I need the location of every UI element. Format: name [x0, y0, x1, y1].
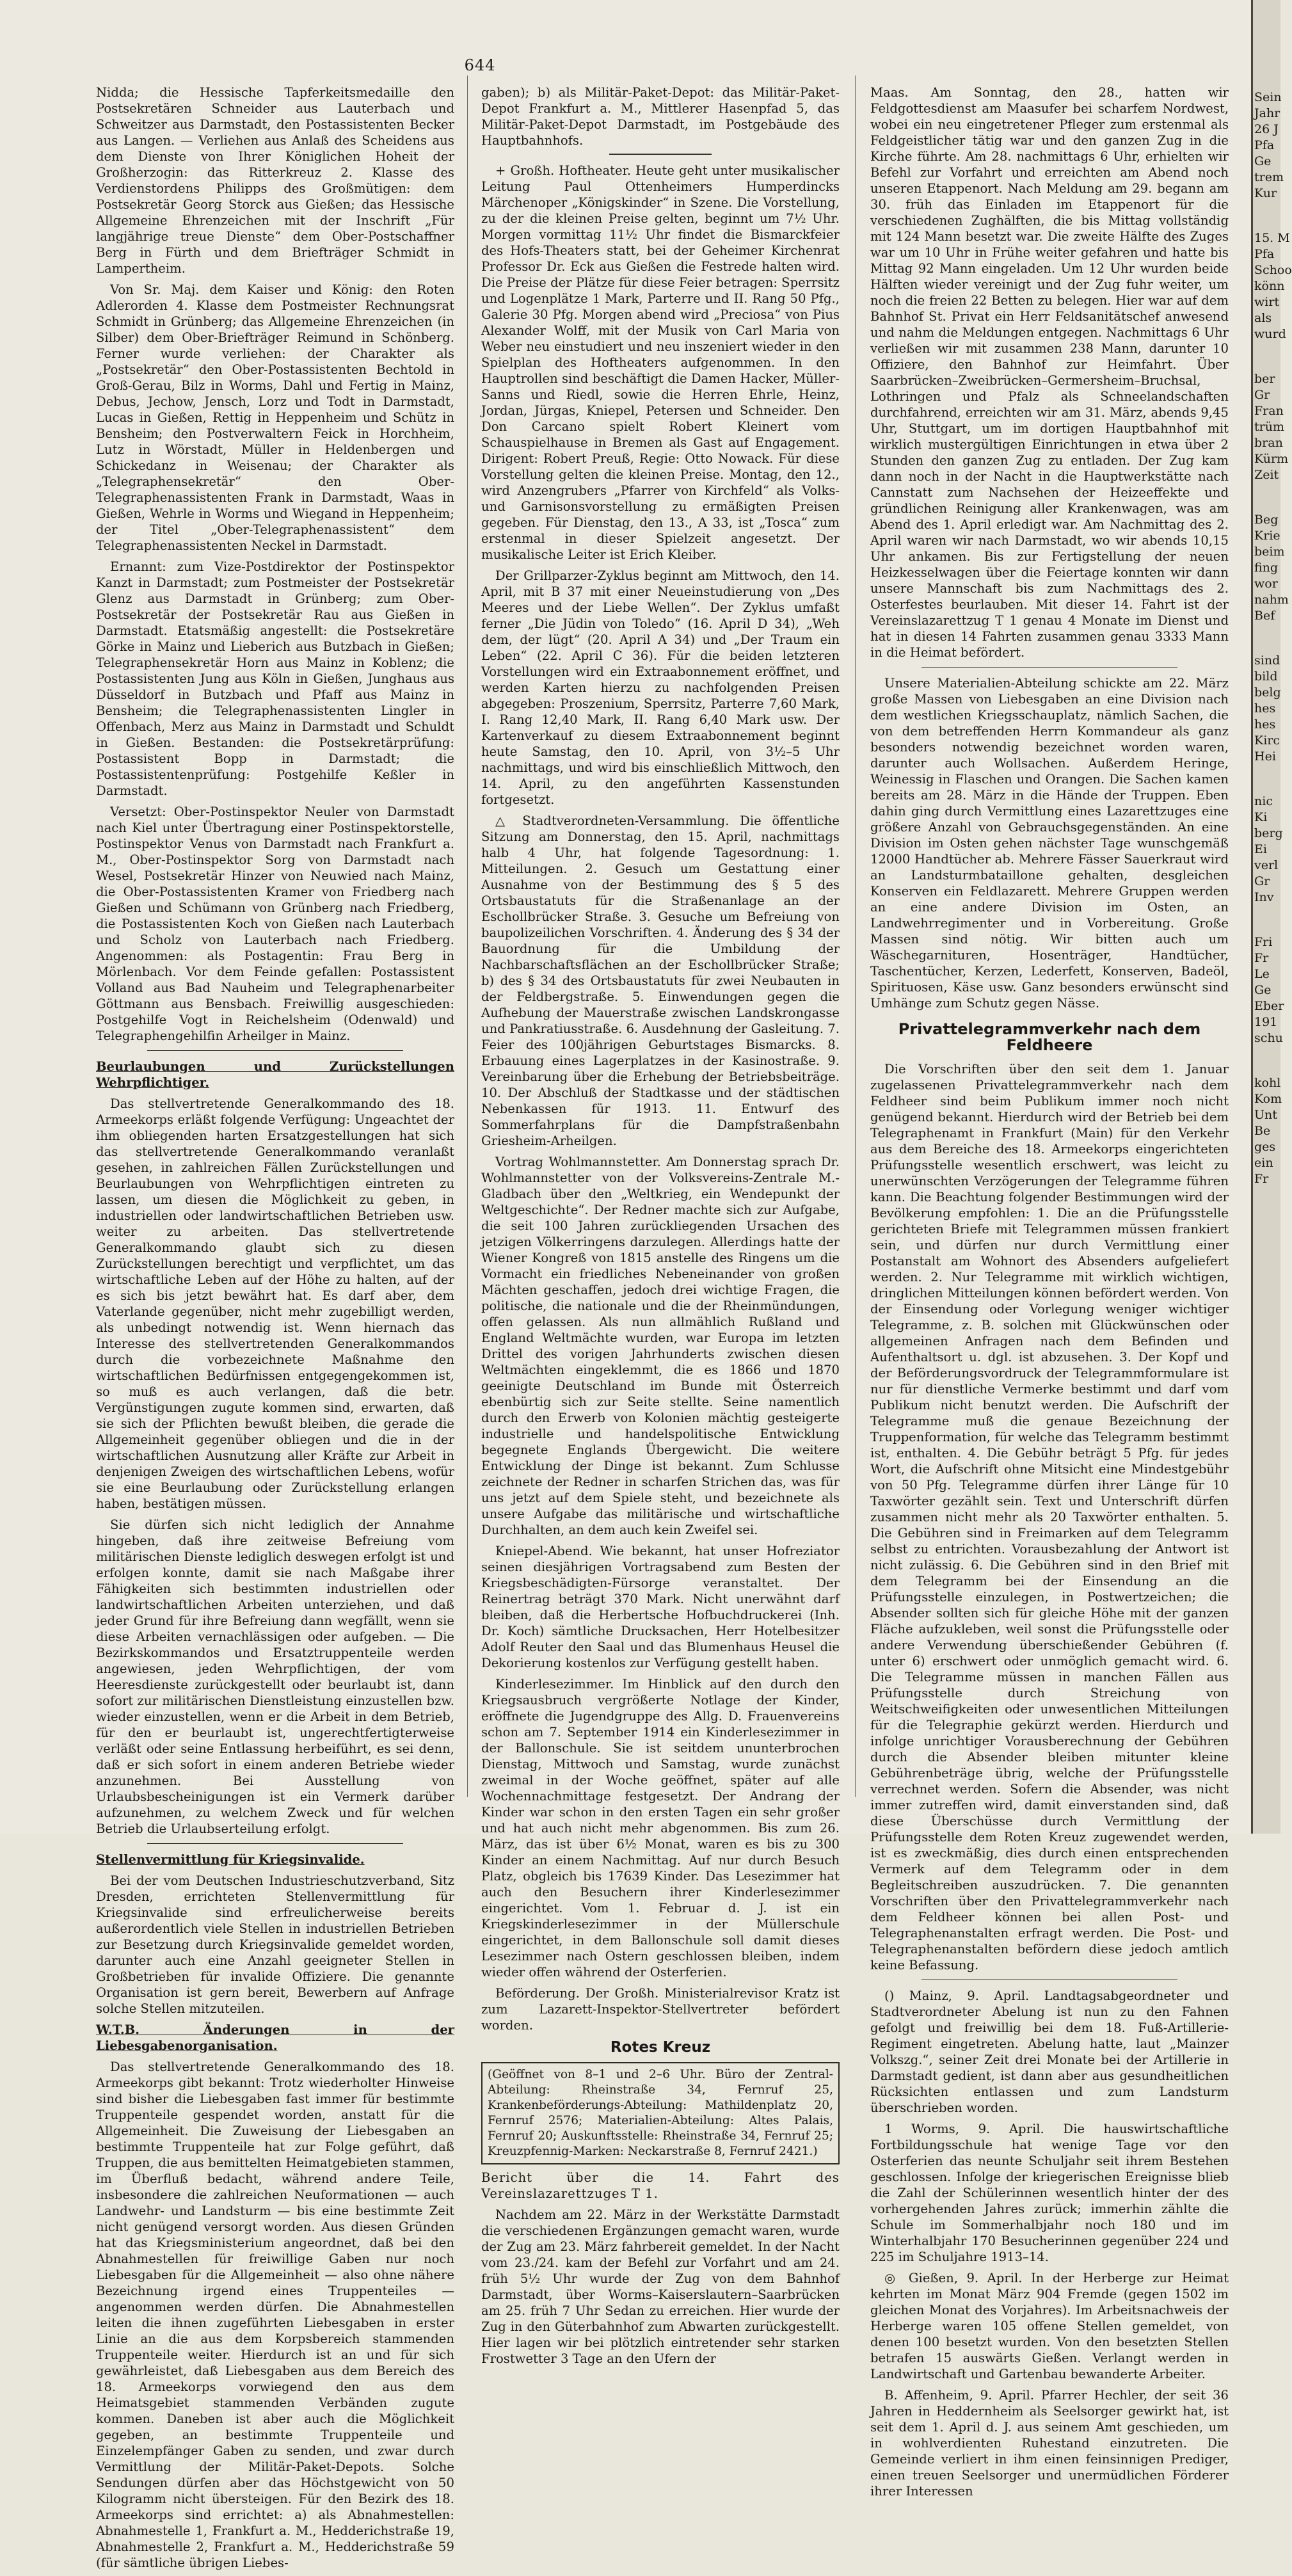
article-paragraph: Maas. Am Sonntag, den 28., hatten wir Feldgottesdienst am Maasufer bei scharfem Nordwest, wobei ein neu eingetretener Pfleger zum erstenmal als Feldgeistlicher tätig war und den ganzen Zug in die Kirche führte. Am 28. nachmittags 6 Uhr, erhielten wir Befehl zur Vorfahrt und erreichten am Abend noch unseren Etappenort. Nach Meldung am 29. begann am 30. früh das Einladen im Etappenort für die verschiedenen Zughälften, die bis Mittag vollständig mit 124 Mann besetzt war. Die zweite Hälfte des Zuges war um 10 Uhr in Frühe weiter gefahren und hatte bis Mittag 92 Mann eingeladen. Um 12 Uhr wurden beide Hälften wieder vereinigt und der Zug fuhr weiter, um noch die freien 22 Betten zu belegen. Hier war auf dem Bahnhof St. Privat ein Herr Feldsanitätschef anwesend und nahm die Meldungen entgegen. Nachmittags 6 Uhr verließen wir mit zusammen 238 Mann, darunter 10 Offiziere, den Bahnhof zur Heimfahrt. Über Saarbrücken–Zweibrücken–Germersheim–Bruchsal, Lothringen und Pfalz als Schneelandschaften durchfahrend, erreichten wir am 31. März, abends 9,45 Uhr, Stuttgart, um im dortigen Hauptbahnhof mit wirklich mustergültigen Einrichtungen in etwa über 2 Stunden den ganzen Zug zu entladen. Der Zug kam dann noch in der Nacht in die Hauptwerkstätte nach Cannstatt zum Nachsehen der Heizeeffekte und gründlichen Reinigung aller Krankenwagen, was am Abend des 1. April erledigt war. Am Nachmittag des 2. April waren wir nach Darmstadt, wo wir abends 10,15 Uhr ankamen. Bis zur Fertigstellung der neuen Heizkesselwagen über die Feiertage konnten wir dann unsere Mannschaft bis zum Nachmittags des 2. Osterfestes beurlauben. Mit dieser 14. Fahrt ist der Vereinslazarettzug T 1 genau 4 Monate im Dienst und hat in diesen 14 Fahrten zusammen genau 3333 Mann in die Heimat befördert.: [870, 85, 1229, 660]
facing-page-fragment: sind: [1254, 653, 1280, 668]
facing-page-fragment: 15. M: [1254, 231, 1290, 245]
article-paragraph: Das stellvertretende Generalkommando des 18. Armeekorps erläßt folgende Verfügung: Ungeachtet der ihm obliegenden harten Ersatzgestellungen hat sich das stellvertretende Generalkommando veranlaßt gesehen, in zahlreichen Fällen Zurückstellungen und Beurlaubungen von Wehrpflichtigen eintreten zu lassen, um diesen die Möglichkeit zu geben, in industriellen oder landwirtschaftlichen Betrieben usw. weiter zu arbeiten. Das stellvertretende Generalkommando glaubt sich zu diesen Zurückstellungen berechtigt und verpflichtet, um das wirtschaftliche Leben auf der Höhe zu halten, auf der es sich bis jetzt bewährt hat. Es darf aber, dem Vaterlande gegenüber, nicht mehr zugebilligt werden, als unbedingt notwendig ist. Wenn hiernach das Interesse des stellvertretenden Generalkommandos durch die vorbezeichnete Maßnahme den wirtschaftlichen Bedürfnissen entgegengekommen ist, so muß es auch verlangen, daß die betr. Vergünstigungen zugute kommen sind, erwarten, daß sie sich der Pflichten bewußt bleiben, die gerade die Allgemeinheit gegenüber obliegen und die in der wirtschaftlichen Ausnutzung aller Kräfte zur Arbeit in denjenigen Zweigen des wirtschaftlichen Lebens, wofür sie eine Beurlaubung oder Zurückstellung erlangen haben, bestätigen müssen.: [96, 1096, 454, 1511]
article-paragraph: () Mainz, 9. April. Landtagsabgeordneter und Stadtverordneter Abelung ist nun zu den Fahnen gefolgt und freiwillig bei dem 18. Fuß-Artillerie-Regiment eingetreten. Abelung hatte, laut „Mainzer Volkszg.“, seiner Zeit drei Monate bei der Artillerie in Darmstadt gedient, ist dann aber aus gesundheitlichen Rücksichten entlassen und zum Landsturm überschrieben worden.: [870, 1988, 1229, 2115]
facing-page-fragment: schu: [1254, 1031, 1283, 1045]
facing-page-fragment: Sein: [1254, 90, 1282, 104]
facing-page-fragment: Be: [1254, 1124, 1271, 1138]
facing-page-fragment: kohl: [1254, 1076, 1281, 1090]
facing-page-fragment: Kur: [1254, 186, 1277, 200]
facing-page-fragment: verl: [1254, 858, 1279, 872]
separator-rule: [147, 1050, 403, 1051]
facing-page-fragment: Kirc: [1254, 733, 1280, 748]
facing-page-fragment: trem: [1254, 170, 1284, 184]
facing-page-fragment: Eber: [1254, 999, 1284, 1013]
facing-page-fragment: Hei: [1254, 749, 1276, 764]
article-paragraph: Das stellvertretende Generalkommando des 18. Armeekorps gibt bekannt: Trotz wiederholter Hinweise sind bisher die Liebesgaben fast immer für bestimmte Truppenteile gespendet worden, anstatt für die Allgemeinheit. Die Zuweisung der Liebesgaben an bestimmte Truppenteile hat zur Folge geführt, daß Truppen, die aus bemittelten Heimatgebieten stammen, im Überfluß bedacht, während andere Teile, insbesondere die zahlreichen Neuformationen — auch Landwehr- und Landsturm — bis eine bestimmte Zeit nicht genügend versorgt worden. Aus diesen Gründen hat das Kriegsministerium angeordnet, daß bei den Abnahmestellen für freiwillige Gaben nur noch Liebesgaben für die Allgemeinheit — also ohne nähere Bezeichnung irgend eines Truppenteiles — angenommen werden dürfen. Die Abnahmestellen leiten die ihnen zugeführten Liebesgaben in erster Linie an die aus dem Korpsbereich stammenden Truppenteile weiter. Hierdurch ist an und für sich gewährleistet, daß Liebesgaben aus dem Bereich des 18. Armeekorps vorwiegend den aus dem Heimatsgebiet stammenden Verbänden zugute kommen. Daneben ist aber auch die Möglichkeit gegeben, an bestimmte Truppenteile und Einzelempfänger Gaben zu senden, und zwar durch Vermittlung der Militär-Paket-Depots. Solche Sendungen dürfen aber das Höchstgewicht von 50 Kilogramm nicht übersteigen. Für den Bezirk des 18. Armeekorps sind errichtet: a) als Abnahmestellen: Abnahmestelle 1, Frankfurt a. M., Hedderichstraße 19, Abnahmestelle 2, Frankfurt a. M., Hedderichstraße 59 (für sämtliche übrigen Liebes-: [96, 2060, 454, 2570]
column-rule: [467, 76, 468, 1797]
article-paragraph: Beförderung. Der Großh. Ministerialrevisor Kratz ist zum Lazarett-Inspektor-Stellvertreter befördert worden.: [481, 1986, 840, 2033]
article-paragraph: Der Grillparzer-Zyklus beginnt am Mittwoch, den 14. April, mit B 37 mit einer Neueinstudierung von „Des Meeres und der Liebe Wellen“. Der Zyklus umfaßt ferner „Die Jüdin von Toledo“ (16. April D 34), „Weh dem, der lügt“ (20. April A 34) und „Der Traum ein Leben“ (22. April C 36). Für die beiden letzteren Vorstellungen wird ein Extraabonnement eröffnet, und werden Karten hierzu zu nachfolgenden Preisen abgegeben: Proszenium, Sperrsitz, Parterre 7,60 Mark, I. Rang 12,40 Mark, II. Rang 6,40 Mark usw. Der Kartenverkauf zu diesem Extraabonnement beginnt heute Samstag, den 10. April, von 3½–5 Uhr nachmittags, und wird bis einschließlich Mittwoch, den 14. April, zu den angeführten Kassenstunden fortgesetzt.: [481, 568, 840, 807]
facing-page-fragment: Kürm: [1254, 452, 1289, 466]
facing-page-fragment: Fr: [1254, 951, 1269, 965]
facing-page-fragment: belg: [1254, 685, 1281, 700]
article-paragraph: Die Vorschriften über den seit dem 1. Januar zugelassenen Privattelegrammverkehr nach dem Feldheer sind beim Publikum immer noch nicht genügend bekannt. Hierdurch wird der Betrieb bei dem Telegraphenamt in Frankfurt (Main) für den Verkehr aus dem Bereiche des 18. Armeekorps eingerichteten Prüfungsstelle wesentlich erschwert, was leicht zu unerwünschten Verzögerungen der Telegramme führen kann. Die Beachtung folgender Bestimmungen wird der Bevölkerung empfohlen: 1. Die an die Prüfungsstelle gerichteten Briefe mit Telegrammen müssen frankiert sein, und dürfen nur durch Vermittlung einer Postanstalt am Wohnort des Absenders aufgeliefert werden. 2. Nur Telegramme mit wirklich wichtigen, dringlichen Mitteilungen können befördert werden. Von der Einsendung oder Vorlegung weniger wichtiger Telegramme, z. B. solchen mit Glückwünschen oder allgemeinen Anfragen nach dem Befinden und Aufenthaltsort u. dgl. ist abzusehen. 3. Der Kopf und der Beförderungsvordruck der Telegrammformulare ist nur für dienstliche Vermerke bestimmt und darf vom Publikum nicht benutzt werden. Die Aufschrift der Telegramme muß die genaue Bezeichnung der Truppenformation, für welche das Telegramm bestimmt ist, enthalten. 4. Die Gebühr beträgt 5 Pfg. für jedes Wort, die Aufschrift ohne Mitsicht eine Mindestgebühr von 50 Pfg. Telegramme dürfen ihrer Länge für 10 Taxwörter gezählt sein. Text und Unterschrift dürfen zusammen nicht mehr als 20 Taxwörter enthalten. 5. Die Gebühren sind in Freimarken auf dem Telegramm selbst zu entrichten. Vorausbezahlung der Antwort ist nicht zulässig. 6. Die Gebühren sind in den Brief mit dem Telegramm bei der Einsendung an die Prüfungsstelle einzulegen, in Postwertzeichen; die Absender sollten sich für gleiche Höhe mit der ganzen Fläche aufzukleben, weil sonst die Prüfungsstelle oder andere Verwendung überschießender Gebühren (f. unter 6) erschwert oder unmöglich gemacht wird. 6. Die Telegramme müssen in manchen Fällen aus Prüfungsstelle durch Streichung von Weitschweifigkeiten oder unwesentlichen Mitteilungen für die Telegraphie gekürzt werden. Hierdurch und infolge unrichtiger Vorausberechnung der Gebühren durch die Absender bleiben mitunter kleine Gebührenbeträge übrig, welche der Prüfungsstelle verrechnet werden. Sofern die Absender, was nicht immer zutreffen wird, damit einverstanden sind, daß diese Überschüsse durch Vermittlung der Prüfungsstelle dem Roten Kreuz zugewendet werden, ist es zweckmäßig, dies durch einen entsprechenden Vermerk auf dem Telegramm oder in dem Begleitschreiben auszudrücken. 7. Die genannten Vorschriften über den Privattelegrammverkehr nach dem Feldheer können bei allen Post- und Telegraphenanstalten erfragt werden. Die Post- und Telegraphenanstalten befördern diese jedoch amtlich keine Befassung.: [870, 1062, 1229, 1972]
facing-page-fragment: 26 J: [1254, 122, 1279, 136]
facing-page-fragment: Pfa: [1254, 138, 1275, 152]
facing-page-fragment: Le: [1254, 967, 1270, 981]
facing-page-fragment: Beg: [1254, 513, 1279, 527]
facing-page-fragment: ein: [1254, 1156, 1273, 1170]
facing-page-fragment: bild: [1254, 669, 1278, 684]
facing-page-fragment: wirt: [1254, 295, 1280, 309]
facing-page-fragment: ber: [1254, 372, 1275, 386]
facing-page-fragment: Fr: [1254, 1172, 1269, 1186]
column-3: [870, 84, 1229, 2504]
article-paragraph: Kniepel-Abend. Wie bekannt, hat unser Hofreziator seinen diesjährigen Vortragsabend zum Besten der Kriegsbeschädigten-Fürsorge veranstaltet. Der Reinertrag beträgt 370 Mark. Nicht unerwähnt darf bleiben, daß die Herbertsche Hofbuchdruckerei (Inh. Dr. Koch) sämtliche Drucksachen, Herr Hotelbesitzer Adolf Reuter den Saal und das Blumenhaus Heusel die Dekorierung kostenlos zur Verfügung gestellt haben.: [481, 1544, 840, 1670]
article-heading: Stellenvermittlung für Kriegsinvalide.: [96, 1852, 365, 1867]
facing-page-fragment: Ei: [1254, 842, 1267, 856]
facing-page-fragment: berg: [1254, 826, 1283, 840]
article-heading: W.T.B. Änderungen in der Liebesgabenorganisation.: [96, 2022, 454, 2053]
column-rule: [855, 76, 856, 1797]
separator-rule: [147, 1843, 403, 1844]
article-paragraph: △ Stadtverordneten-Versammlung. Die öffentliche Sitzung am Donnerstag, den 15. April, nachmittags halb 4 Uhr, hat folgende Tagesordnung: 1. Mitteilungen. 2. Gesuch um Gestattung einer Ausnahme von der Bestimmung des § 5 des Ortsbaustatuts für die Straßenanlage an der Eschollbrücker Straße. 3. Gesuche um Befreiung von baupolizeilichen Vorschriften. 4. Änderung des § 34 der Bauordnung für die Umbildung der Nachbarschaftsflächen an der Eschollbrücker Straße; b) des § 34 des Ortsbaustatuts für zwei Neubauten in der Feldbergstraße. 5. Einwendungen gegen die Aufhebung der Mauerstraße zwischen Landskrongasse und Pankratiusstraße. 6. Ausdehnung der Gasleitung. 7. Feier des 100jährigen Geburtstages Bismarcks. 8. Erbauung eines Lagerplatzes in der Kasinostraße. 9. Vereinbarung über die Erhebung der Betriebsbeiträge. 10. Der Abschluß der Stadtkasse und der städtischen Nebenkassen für 1913. 11. Entwurf des Sommerfahrplans für die Dampfstraßenbahn Griesheim-Arheilgen.: [481, 813, 840, 1148]
info-box: (Geöffnet von 8–1 und 2–6 Uhr. Büro der Zentral-Abteilung: Rheinstraße 34, Fernruf 25, Krankenbeförderungs-Abteilung: Mathildenplatz 20, Fernruf 2576; Materialien-Abteilung: Altes Palais, Fernruf 20; Auskunftsstelle: Rheinstraße 34, Fernruf 25; Kreuzpfennig-Marken: Neckarstraße 8, Fernruf 2421.): [481, 2062, 840, 2164]
facing-page-fragment: ges: [1254, 1140, 1276, 1154]
facing-page-fragment: Ki: [1254, 810, 1268, 824]
facing-page-fragment: Gr: [1254, 388, 1270, 402]
article-paragraph: ◎ Gießen, 9. April. In der Herberge zur Heimat kehrten im Monat März 904 Fremde (gegen 1502 im gleichen Monat des Vorjahres). Im Arbeitsnachweis der Herberge waren 105 offene Stellen gemeldet, von denen 100 besetzt wurden. Von den besetzten Stellen betrafen 15 auswärts Gießen. Verlangt werden in Landwirtschaft und Gartenbau bewanderte Arbeiter.: [870, 2271, 1229, 2381]
section-title-rotes-kreuz: Rotes Kreuz: [610, 2039, 711, 2056]
facing-page-fragment: Ge: [1254, 154, 1272, 168]
separator-rule: [921, 667, 1177, 668]
facing-page-fragment: Gr: [1254, 874, 1270, 888]
article-paragraph: + Großh. Hoftheater. Heute geht unter musikalischer Leitung Paul Ottenheimers Humperdincks Märchenoper „Königskinder“ in Szene. Die Vorstellung, zu der die kleinen Preise gelten, beginnt um 7½ Uhr. Morgen vormittag 11½ Uhr findet die Bismarckfeier des Hofs-Theaters statt, bei der Geheimer Kirchenrat Professor Dr. Eck aus Gießen die Festrede halten wird. Die Preise der Plätze für diese Feier betragen: Sperrsitz und Logenplätze 1 Mark, Parterre und II. Rang 50 Pfg., Galerie 30 Pfg. Morgen abend wird „Preciosa“ von Pius Alexander Wolff, mit der Musik von Carl Maria von Weber neu einstudiert und neu inszeniert wieder in den Spielplan des Hoftheaters aufgenommen. In den Hauptrollen sind beschäftigt die Damen Hacker, Müller-Sanns und Riedl, sowie die Herren Ehrle, Heinz, Jordan, Jürgas, Kniepel, Petersen und Schneider. Den Don Carcano spielt Robert Kleinert vom Schauspielhause in Bremen als Gast auf Engagement. Dirigent: Robert Preuß, Regie: Otto Nowack. Für diese Vorstellung gelten die kleinen Preise. Montag, den 12., wird Anzengrubers „Pfarrer von Kirchfeld“ als Volks- und Garnisonsvorstellung zu ermäßigten Preisen gegeben. Für Dienstag, den 13., A 33, ist „Tosca“ zum erstenmal in dieser Spielzeit angesetzt. Der musikalische Leiter ist Erich Kleiber.: [481, 163, 840, 562]
article-heading: Bericht über die 14. Fahrt des Vereinslazarettzuges T 1.: [481, 2170, 840, 2201]
article-paragraph: Vortrag Wohlmannstetter. Am Donnerstag sprach Dr. Wohlmannstetter von der Volksvereins-Zentrale M.-Gladbach über den „Weltkrieg, ein Wendepunkt der Weltgeschichte“. Der Redner machte sich zur Aufgabe, die seit 100 Jahren zurückliegenden Ursachen des jetzigen Völkerringens darzulegen. Allerdings hatte der Wiener Kongreß von 1815 anstelle des Ringens um die Vormacht ein friedliches Nebeneinander von großen Mächten geschaffen, jedoch drei wichtige Fragen, die politische, die nationale und die der Rheinmündungen, offen gelassen. Als nun allmählich Rußland und England Weltmächte wurden, war Europa im letzten Drittel des vorigen Jahrhunderts zwischen diesen Weltmächten eingeklemmt, die es 1866 und 1870 geeinigte Deutschland im Bunde mit Österreich ebenbürtig sich zur Seite stellte. Seine namentlich durch den Erwerb von Kolonien mächtig gesteigerte industrielle und handelspolitische Entwicklung begegnete Englands Übergewicht. Die weitere Entwicklung der Dinge ist bekannt. Zum Schlusse zeichnete der Redner in scharfen Strichen das, was für uns jetzt auf dem Spiele steht, und bezeichnete als unsere Aufgabe das militärische und wirtschaftliche Durchhalten, an dem auch kein Zweifel sei.: [481, 1155, 840, 1537]
facing-page-fragment: bran: [1254, 436, 1283, 450]
facing-page-fragment: hes: [1254, 701, 1276, 716]
facing-page-fragment: Fri: [1254, 935, 1273, 949]
column-1: [96, 84, 454, 2576]
article-paragraph: Nachdem am 22. März in der Werkstätte Darmstadt die verschiedenen Ergänzungen gemacht waren, wurde der Zug am 23. März fahrbereit gemeldet. In der Nacht vom 23./24. kam der Befehl zur Vorfahrt und am 24. früh 5½ Uhr wurde der Zug von dem Bahnhof Darmstadt, über Worms–Kaiserslautern–Saarbrücken am 25. früh 7 Uhr Sedan zu erreichen. Hier wurde der Zug in den Güterbahnhof zum Abwarten zurückgestellt. Hier lagen wir bei plötzlich eintretender sehr starken Frostwetter 3 Tage an den Ufern der: [481, 2207, 840, 2366]
facing-page-fragment: Unt: [1254, 1108, 1277, 1122]
article-paragraph: Von Sr. Maj. dem Kaiser und König: den Roten Adlerorden 4. Klasse dem Postmeister Rechnungsrat Schmidt in Grünberg; das Allgemeine Ehrenzeichen (in Silber) dem Ober-Briefträger Reimund in Schönberg. Ferner wurde verliehen: der Charakter als „Postsekretär“ den Ober-Postassistenten Bechtold in Groß-Gerau, Bilz in Worms, Dahl und Fertig in Mainz, Debus, Jechow, Jensch, Lorz und Todt in Darmstadt, Lucas in Gießen, Rettig in Heppenheim und Schütz in Bensheim; den Postverwaltern Feick in Horchheim, Lutz in Wörstadt, Müller in Heldenbergen und Schickedanz in Weisenau; der Charakter als „Telegraphensekretär“ den Ober-Telegraphenassistenten Frank in Darmstadt, Waas in Gießen, Wehrle in Worms und Wiegand in Heppenheim; der Titel „Ober-Telegraphenassistent“ dem Telegraphenassistenten Neckel in Darmstadt.: [96, 282, 454, 553]
article-paragraph: B. Affenheim, 9. April. Pfarrer Hechler, der seit 36 Jahren in Heddernheim als Seelsorger gewirkt hat, ist seit dem 1. April d. J. aus seinem Amt geschieden, um in wohlverdienten Ruhestand einzutreten. Die Gemeinde verliert in ihm einen feinsinnigen Prediger, einen treuen Seelsorger und unermüdlichen Förderer ihrer Interessen: [870, 2388, 1229, 2499]
facing-page-fragment: wurd: [1254, 327, 1286, 341]
article-paragraph: Unsere Materialien-Abteilung schickte am 22. März große Massen von Liebesgaben an eine Division nach dem westlichen Kriegsschauplatz, nämlich Sachen, die von dem betreffenden Herrn Kommandeur als ganz besonders notwendig bezeichnet worden waren, darunter auch Wollsachen. Außerdem Heringe, Weinessig in Flaschen und Orangen. Die Sachen kamen bereits am 28. März in die Hände der Truppen. Eben dahin ging durch Vermittlung eines Lazarettzuges eine größere Anzahl von Gebrauchsgegenständen. An eine Division im Osten gehen nächster Tage wunschgemäß 12000 Handtücher ab. Mehrere Fässer Sauerkraut wird an Landsturmbataillone gehalten, desgleichen Konserven ein Feldlazarett. Mehrere Gruppen werden an eine andere Division im Osten, an Landwehrregimenter und in Vorbereitung. Große Massen sind nötig. Wir bitten auch um Wäschegarnituren, Hosenträger, Handtücher, Taschentücher, Kerzen, Lederfett, Konserven, Badeöl, Spirituosen, Käse usw. Ganz besonders erwünscht sind Umhänge zum Schutz gegen Nässe.: [870, 676, 1229, 1011]
facing-page-fragment: Krie: [1254, 529, 1280, 543]
facing-page-fragment: 191: [1254, 1015, 1278, 1029]
facing-page-fragment: beim: [1254, 545, 1285, 559]
facing-page-fragment: Kom: [1254, 1092, 1282, 1106]
facing-page-fragment: hes: [1254, 717, 1276, 732]
facing-page-fragment: könn: [1254, 279, 1285, 293]
article-paragraph: Ernannt: zum Vize-Postdirektor der Postinspektor Kanzt in Darmstadt; zum Postmeister der Postsekretär Glenz aus Darmstadt in Grünberg; zum Ober-Postsekretär der Postsekretär Rau aus Gießen in Darmstadt. Etatsmäßig angestellt: die Postsekretäre Görke in Mainz und Lieberich aus Butzbach in Gießen; Telegraphensekretär Horn aus Mainz in Koblenz; die Postassistenten Jung aus Köln in Gießen, Junghaus aus Düsseldorf in Butzbach und Pfaff aus Mainz in Bensheim; die Telegraphenassistenten Lingler in Offenbach, Merz aus Mainz in Darmstadt und Schuldt in Gießen. Bestanden: die Postsekretärprüfung: Postassistent Bopp in Darmstadt; die Postassistentenprüfung: Postgehilfe Keßler in Darmstadt.: [96, 559, 454, 798]
article-paragraph: Nidda; die Hessische Tapferkeitsmedaille den Postsekretären Schneider aus Lauterbach und Schweitzer aus Darmstadt, den Postassistenten Becker aus Langen. — Verliehen aus Anlaß des Scheidens aus dem Dienste von Ihrer Königlichen Hoheit der Großherzogin: das Ritterkreuz 2. Klasse des Verdienstordens Philipps des Großmütigen: dem Postsekretär Georg Storck aus Gießen; das Hessische Allgemeine Ehrenzeichen mit der Inschrift „Für langjährige treue Dienste“ dem Ober-Postschaffner Berg in Fürth und dem Briefträger Schmidt in Lampertheim.: [96, 85, 454, 276]
page-number: 644: [464, 56, 496, 74]
separator-rule: [609, 154, 712, 155]
facing-page-fragment: Schoo: [1254, 263, 1292, 277]
facing-page-fragment: trüm: [1254, 420, 1284, 434]
facing-page-fragment: nic: [1254, 794, 1273, 808]
facing-page-fragment: Jahr: [1254, 106, 1280, 120]
article-heading: Beurlaubungen und Zurückstellungen Wehrpflichtiger.: [96, 1059, 454, 1090]
facing-page-fragment: wor: [1254, 577, 1278, 591]
facing-page-fragment: Inv: [1254, 890, 1274, 904]
facing-page-fragment: Pfa: [1254, 247, 1275, 261]
article-paragraph: Sie dürfen sich nicht lediglich der Annahme hingeben, daß ihre zeitweise Befreiung vom militärischen Dienste lediglich deswegen erfolgt ist und erfolgen konnte, damit sie nach Maßgabe ihrer Fähigkeiten sich bestimmten industriellen oder landwirtschaftlichen Arbeiten unterziehen, und daß jeder Grund für ihre Befreiung dann wegfällt, wenn sie diese Arbeiten vernachlässigen oder aufgeben. — Die Bezirkskommandos und Ersatztruppenteile werden angewiesen, jeden Wehrpflichtigen, der vom Heeresdienste zurückgestellt oder beurlaubt ist, dann sofort zur militärischen Dienstleistung einzustellen bzw. wieder einzustellen, wenn er die Arbeit in dem Betrieb, für den er beurlaubt ist, ungerechtfertigterweise verläßt oder seine Entlassung herbeiführt, es sei denn, daß er sich sofort in einem anderen Betriebe wieder anzunehmen. Bei Ausstellung von Urlaubsbescheinigungen ist ein Vermerk darüber aufzunehmen, zu welchem Zweck und für welchen Betrieb die Urlaubserteilung erfolgt.: [96, 1517, 454, 1836]
facing-page-fragment: Fran: [1254, 404, 1284, 418]
article-paragraph: 1 Worms, 9. April. Die hauswirtschaftliche Fortbildungsschule hat wenige Tage vor den Osterferien das neunte Schuljahr seit ihrem Bestehen geschlossen. Infolge der kriegerischen Ereignisse blieb die Zahl der Schülerinnen wesentlich hinter der des vorhergehenden Jahres zurück; immerhin zählte die Schule im Sommerhalbjahr noch 180 und im Winterhalbjahr 170 Besucherinnen gegenüber 224 und 225 im Schuljahre 1913–14.: [870, 2122, 1229, 2264]
facing-page-fragment: Zeit: [1254, 468, 1279, 482]
facing-page-fragment: Ge: [1254, 983, 1272, 997]
column-2: [481, 84, 840, 2372]
facing-page-fragment: fing: [1254, 561, 1279, 575]
article-paragraph: Kinderlesezimmer. Im Hinblick auf den durch den Kriegsausbruch vergrößerte Notlage der Kinder, eröffnete die Jugendgruppe des Allg. D. Frauenvereins schon am 7. September 1914 ein Kinderlesezimmer in der Ballonschule. Sie ist seitdem ununterbrochen Dienstag, Mittwoch und Samstag, wurde zunächst zweimal in der Woche geöffnet, später auf alle Wochennachmittage festgesetzt. Der Andrang der Kinder war schon in den ersten Tagen ein sehr großer und hat auch nicht mehr abgenommen. Bis zum 26. März, das ist über 6½ Monat, waren es bis zu 300 Kinder an einem Nachmittag. Auf nur durch Besuch Platz, obgleich bis 17639 Kinder. Das Lesezimmer hat auch den Besuchern ihrer Kinderlesezimmer eingerichtet. Vom 1. Februar d. J. ist ein Kriegskinderlesezimmer in der Müllerschule eingerichtet, in dem Ballonschule soll damit dieses Lesezimmer nach Ostern geschlossen bleiben, indem wieder offen während der Osterferien.: [481, 1677, 840, 1980]
page-binding: [1251, 0, 1253, 1834]
facing-page-fragment: nahm: [1254, 593, 1289, 607]
section-title-privattelegramm: Privattelegrammverkehr nach dem Feldheere: [898, 1020, 1201, 1054]
facing-page-fragment: Bef: [1254, 609, 1275, 623]
article-paragraph: Bei der vom Deutschen Industrieschutzverband, Sitz Dresden, errichteten Stellenvermittlung für Kriegsinvalide sind erfreulicherweise bereits außerordentlich viele Stellen in industriellen Betrieben zur Besetzung durch Kriegsinvalide gemeldet worden, darunter auch eine Anzahl geeigneter Stellen in Großbetrieben für invalide Offiziere. Die genannte Organisation ist gern bereit, Bewerbern auf Anfrage solche Stellen mitzuteilen.: [96, 1873, 454, 2016]
article-paragraph: Versetzt: Ober-Postinspektor Neuler von Darmstadt nach Kiel unter Übertragung einer Postinspektorstelle, Postinspektor Venus von Darmstadt nach Frankfurt a. M., Ober-Postinspektor Sorg von Darmstadt nach Wesel, Postsekretär Hinzer von Neuwied nach Mainz, die Ober-Postassistenten Kramer von Friedberg nach Gießen und Schümann von Grünberg nach Friedberg, die Postassistenten Koch von Gießen nach Lauterbach und Scholz von Lauterbach nach Friedberg. Angenommen: als Postagentin: Frau Berg in Mörlenbach. Vor dem Feinde gefallen: Postassistent Volland aus Bad Nauheim und Telegraphenarbeiter Göttmann aus Bensbach. Freiwillig ausgeschieden: Postgehilfe Vogt in Reichelsheim (Odenwald) und Telegraphengehilfin Arheilger in Mainz.: [96, 804, 454, 1043]
facing-page-fragment: als: [1254, 311, 1272, 325]
article-paragraph: gaben); b) als Militär-Paket-Depot: das Militär-Paket-Depot Frankfurt a. M., Mittlerer Hasenpfad 5, das Militär-Paket-Depot Darmstadt, im Postgebäude des Hauptbahnhofs.: [481, 85, 840, 148]
